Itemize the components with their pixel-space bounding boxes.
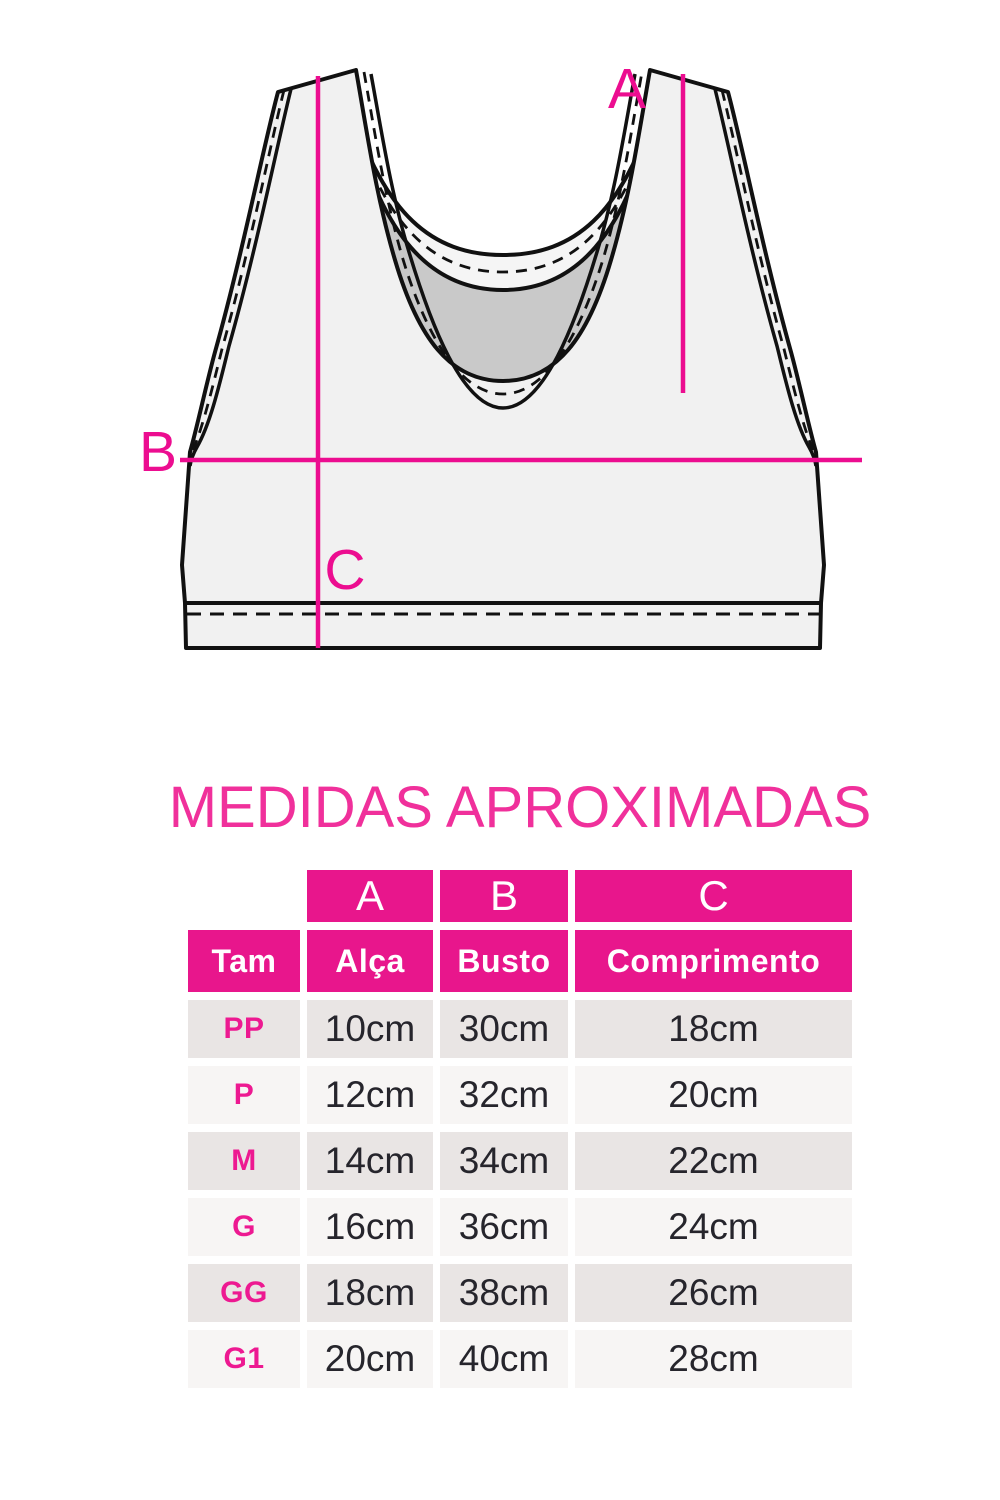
measure-label-b: B xyxy=(138,420,178,484)
value-cell: 12cm xyxy=(307,1066,433,1124)
measure-label-c: C xyxy=(324,538,366,602)
value-cell: 28cm xyxy=(575,1330,852,1388)
value-cell: 40cm xyxy=(440,1330,568,1388)
column-header-alca: Alça xyxy=(307,930,433,992)
value-cell: 20cm xyxy=(575,1066,852,1124)
column-header-tam: Tam xyxy=(188,930,300,992)
value-cell: 16cm xyxy=(307,1198,433,1256)
measure-header-b: B xyxy=(440,870,568,922)
value-cell: 24cm xyxy=(575,1198,852,1256)
size-cell: M xyxy=(188,1132,300,1190)
table-corner-spacer xyxy=(188,870,300,922)
value-cell: 18cm xyxy=(307,1264,433,1322)
value-cell: 18cm xyxy=(575,1000,852,1058)
value-cell: 30cm xyxy=(440,1000,568,1058)
measure-label-a: A xyxy=(607,57,647,121)
size-cell: GG xyxy=(188,1264,300,1322)
size-cell: G1 xyxy=(188,1330,300,1388)
column-header-comprimento: Comprimento xyxy=(575,930,852,992)
size-cell: G xyxy=(188,1198,300,1256)
page-title: MEDIDAS APROXIMADAS xyxy=(168,775,872,840)
value-cell: 14cm xyxy=(307,1132,433,1190)
value-cell: 34cm xyxy=(440,1132,568,1190)
garment-illustration xyxy=(0,0,1000,700)
value-cell: 10cm xyxy=(307,1000,433,1058)
measure-header-c: C xyxy=(575,870,852,922)
value-cell: 36cm xyxy=(440,1198,568,1256)
value-cell: 22cm xyxy=(575,1132,852,1190)
size-table xyxy=(188,870,852,1388)
measure-header-a: A xyxy=(307,870,433,922)
size-cell: P xyxy=(188,1066,300,1124)
value-cell: 20cm xyxy=(307,1330,433,1388)
value-cell: 38cm xyxy=(440,1264,568,1322)
value-cell: 26cm xyxy=(575,1264,852,1322)
column-header-busto: Busto xyxy=(440,930,568,992)
value-cell: 32cm xyxy=(440,1066,568,1124)
size-cell: PP xyxy=(188,1000,300,1058)
